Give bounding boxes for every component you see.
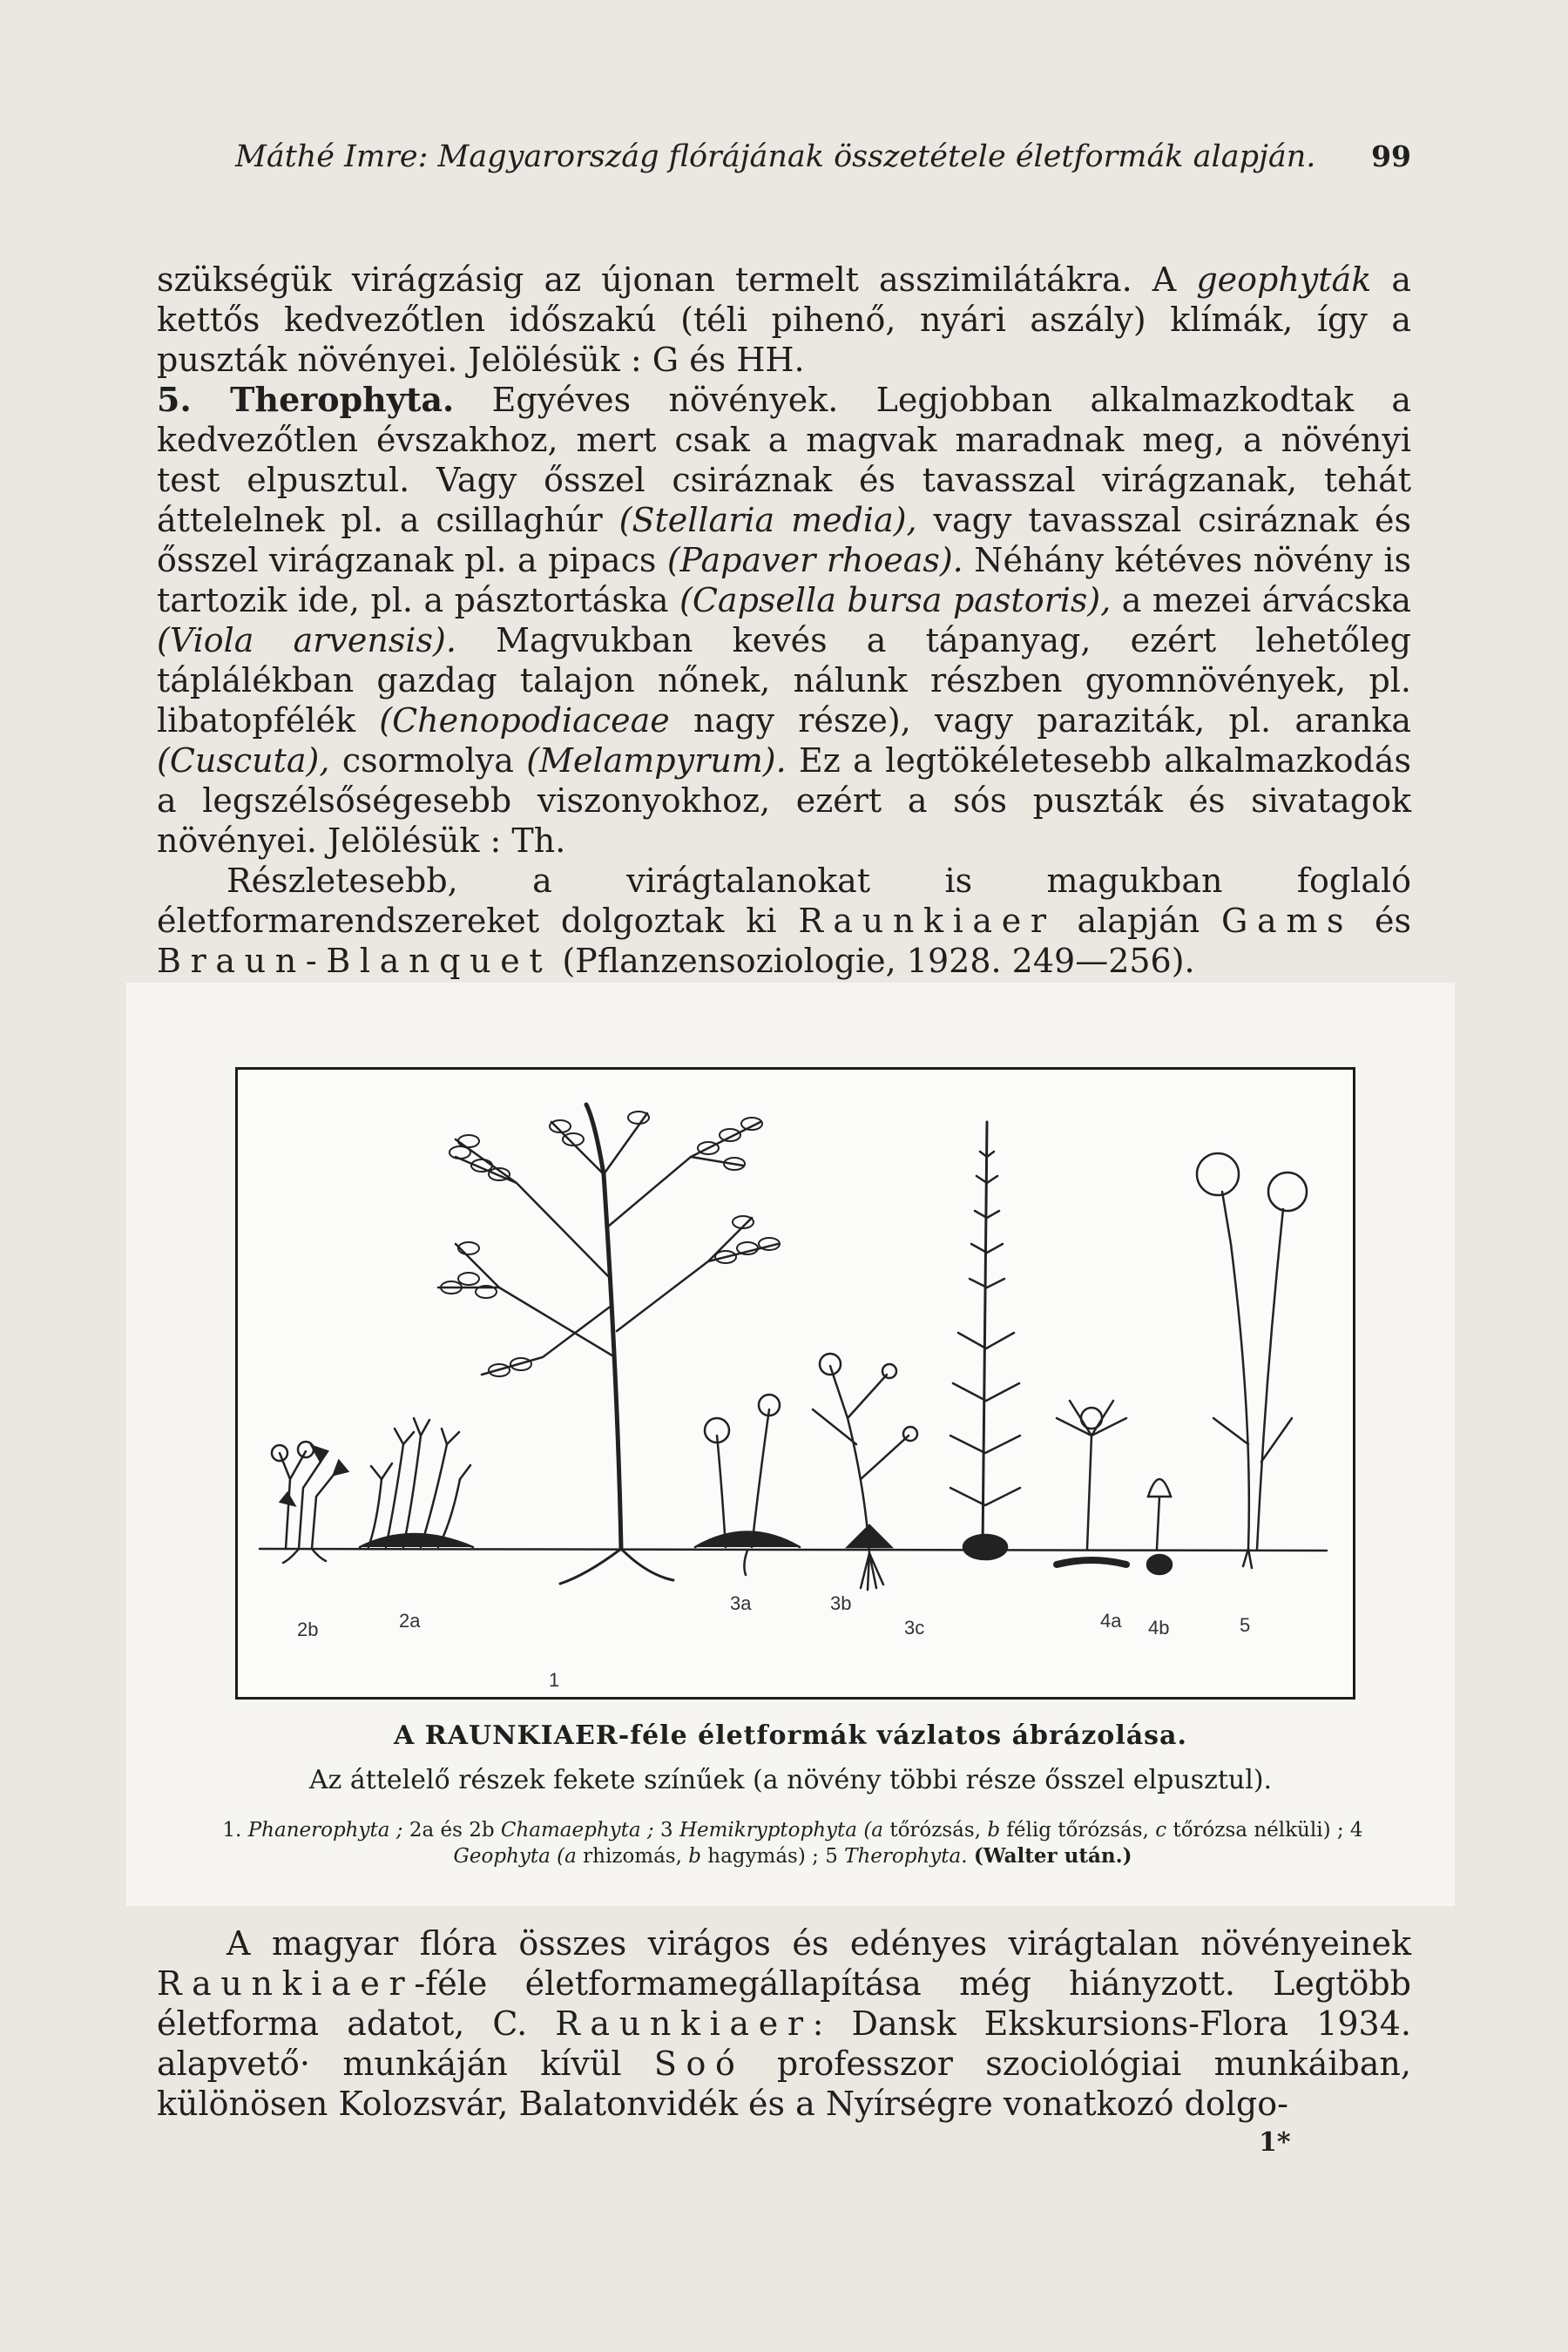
plant-4b xyxy=(1147,1479,1172,1574)
label-3b: 3b xyxy=(830,1592,852,1614)
plant-3b xyxy=(813,1354,917,1590)
plant-3c xyxy=(950,1122,1020,1559)
plant-4a xyxy=(1057,1401,1126,1565)
paragraph-systems: Részletesebb, a virágtalanokat is magukban foglaló életformarendszereket dolgoztak ki Raunkiaer alapján Gams és Braun-Blanquet (Pflanzensoziologie, 1928. 249—256). xyxy=(157,862,1411,980)
paragraph-therophyta: 5. Therophyta. Egyéves növények. Legjobban alkalmazkodtak a kedvezőtlen évszakhoz, mert csak a magvak maradnak meg, a növényi test elpusztul. Vagy ősszel csiráznak és tavasszal virágzanak, tehát áttelelnek pl. a csillaghúr (Stellaria media), vagy tavasszal csiráznak és ősszel virágzanak pl. a pipacs (Papaver rhoeas). Néhány kétéves növény is tartozik ide, pl. a pásztortáska (Capsella bursa pastoris), a mezei árvácska (Viola arvensis). Magvukban kevés a tápanyag, ezért lehetőleg táplálékban gazdag talajon nőnek, nálunk részben gyomnövények, pl. libatopfélék (Chenopodiaceae nagy része), vagy paraziták, pl. aranka (Cuscuta), csormolya (Melampyrum). Ez a legtökéletesebb alkalmazkodás a legszélsőségesebb viszonyokhoz, ezért a sós puszták és sivatagok növényei. Jelölésük : Th. xyxy=(157,380,1411,860)
figure-caption-title: A RAUNKIAER-féle életformák vázlatos ábrázolása. xyxy=(394,1720,1187,1751)
label-3a: 3a xyxy=(730,1592,752,1614)
paragraph-hungarian-flora: A magyar flóra összes virágos és edényes virágtalan növényeinek Raunkiaer-féle életformamegállapítása még hiányzott. Legtöbb életforma adatot, C. Raunkiaer: Dansk Ekskursions-Flora 1934. alapvető· munkáján kívül Soó professzor szociológiai munkáiban, különösen Kolozsvár, Balatonvidék és a Nyírségre vonatkozó dolgo- xyxy=(157,1924,1411,2123)
page-number: 99 xyxy=(1371,139,1411,173)
label-3c: 3c xyxy=(904,1617,925,1639)
label-1: 1 xyxy=(549,1669,560,1691)
label-2a: 2a xyxy=(399,1610,421,1632)
figure-illustration xyxy=(235,1067,1355,1700)
running-title: Máthé Imre: Magyarország flórájának összetétele életformák alapján. xyxy=(235,139,1316,174)
figure-legend: 1. Phanerophyta ; 2a és 2b Chamaephyta ; 3 Hemikryptophyta (a tőrózsás, b félig tőrózsás, c tőrózsa nélküli) ; 4 Geophyta (a rhizomás, b hagymás) ; 5 Therophyta. (Walter után.) xyxy=(222,1819,1363,1868)
ground-line xyxy=(260,1549,1327,1551)
body-text-top xyxy=(157,260,1411,981)
figure-labels xyxy=(297,1592,1250,1691)
label-4a: 4a xyxy=(1100,1610,1122,1632)
label-2b: 2b xyxy=(297,1619,319,1640)
label-5: 5 xyxy=(1240,1614,1251,1636)
running-header xyxy=(235,131,1411,183)
plant-2a xyxy=(360,1418,473,1547)
figure-panel xyxy=(126,983,1455,1906)
label-4b: 4b xyxy=(1148,1617,1170,1639)
figure-caption-subtitle: Az áttelelő részek fekete színűek (a növény többi része ősszel elpusztul). xyxy=(308,1765,1273,1795)
plant-3a xyxy=(695,1395,800,1575)
plant-life-forms-drawing xyxy=(238,1070,1353,1697)
plant-1-tree xyxy=(438,1105,780,1584)
paragraph-geophyta: szükségük virágzásig az újonan termelt asszimilátákra. A geophyták a kettős kedvezőtlen időszakú (téli pihenő, nyári aszály) klímák, így a puszták növényei. Jelölésük : G és HH. xyxy=(157,260,1411,379)
plant-5 xyxy=(1197,1153,1307,1568)
body-text-bottom xyxy=(157,1923,1411,2124)
footnote-marker: 1* xyxy=(1259,2127,1291,2158)
plant-2b xyxy=(272,1442,348,1563)
